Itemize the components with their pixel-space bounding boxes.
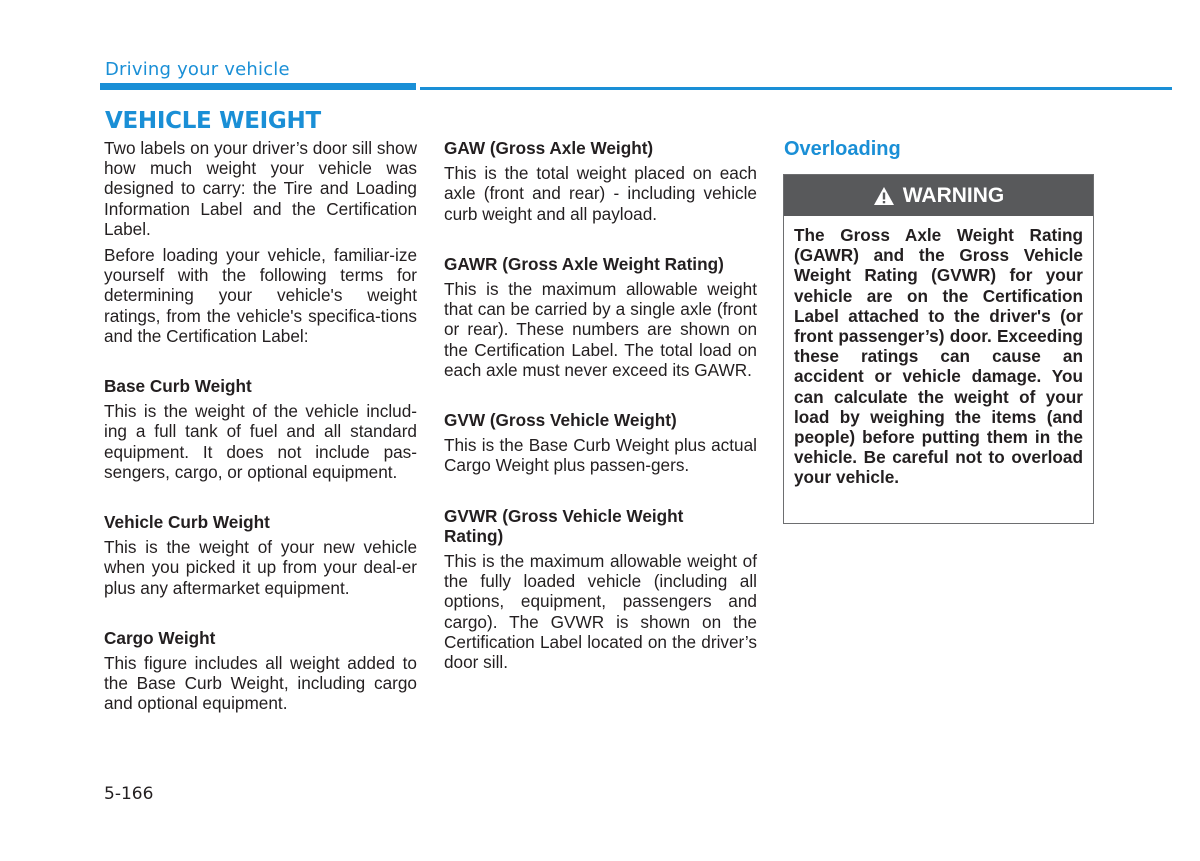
gvw-text: This is the Base Curb Weight plus actual Cargo Weight plus passen-gers.	[444, 435, 757, 476]
vehicle-curb-weight-text: This is the weight of your new vehicle when you picked it up from your deal-er plus any aftermarket equipment.	[104, 537, 417, 598]
page-heading: VEHICLE WEIGHT	[105, 108, 321, 134]
gvwr-heading: GVWR (Gross Vehicle Weight Rating)	[444, 505, 684, 546]
gaw-text: This is the total weight placed on each axle (front and rear) - including vehicle curb weight and all payload.	[444, 163, 757, 224]
column-1	[104, 138, 417, 714]
gvw-heading: GVW (Gross Vehicle Weight)	[444, 410, 677, 431]
warning-triangle-icon	[873, 186, 895, 206]
page-number: 5-166	[104, 784, 154, 804]
intro-paragraph-1: Two labels on your driver’s door sill show how much weight your vehicle was designed to carry: the Tire and Loading Information Label and the Certification Label.	[104, 138, 417, 239]
base-curb-weight-text: This is the weight of the vehicle includ-ing a full tank of fuel and all standard equipment. It does not include pas-sengers, cargo, or optional equipment.	[104, 401, 417, 482]
header-bar-thin	[420, 87, 1172, 90]
warning-box	[783, 174, 1094, 524]
warning-header	[784, 175, 1093, 216]
header-bar-thick	[100, 83, 416, 90]
gawr-text: This is the maximum allowable weight that can be carried by a single axle (front or rear). These numbers are shown on the Certification Label. The total load on each axle must never exceed its GAWR.	[444, 279, 757, 380]
gvwr-text: This is the maximum allowable weight of the fully loaded vehicle (including all options, equipment, passengers and cargo). The GVWR is shown on the Certification Label located on the driver’s door sill.	[444, 551, 757, 673]
overloading-heading: Overloading	[784, 138, 901, 160]
vehicle-curb-weight-heading: Vehicle Curb Weight	[104, 512, 270, 533]
cargo-weight-heading: Cargo Weight	[104, 627, 216, 648]
intro-paragraph-2: Before loading your vehicle, familiar-ize yourself with the following terms for determining your vehicle's weight ratings, from the vehicle's specifica-tions and the Certification Label:	[104, 245, 417, 346]
base-curb-weight-heading: Base Curb Weight	[104, 376, 252, 397]
warning-label: WARNING	[902, 183, 1005, 207]
gawr-heading: GAWR (Gross Axle Weight Rating)	[444, 253, 724, 274]
cargo-weight-text: This figure includes all weight added to the Base Curb Weight, including cargo and optional equipment.	[104, 653, 417, 714]
column-2	[444, 138, 757, 672]
section-title: Driving your vehicle	[105, 59, 290, 80]
warning-text: The Gross Axle Weight Rating (GAWR) and the Gross Vehicle Weight Rating (GVWR) for your vehicle are on the Certification Label attached to the driver's (or front passenger’s) door. Exceeding these ratings can cause an accident or vehicle damage. You can calculate the weight of your load by weighing the items (and people) before putting them in the vehicle. Be careful not to overload your vehicle.	[794, 225, 1083, 488]
gaw-heading: GAW (Gross Axle Weight)	[444, 138, 654, 158]
